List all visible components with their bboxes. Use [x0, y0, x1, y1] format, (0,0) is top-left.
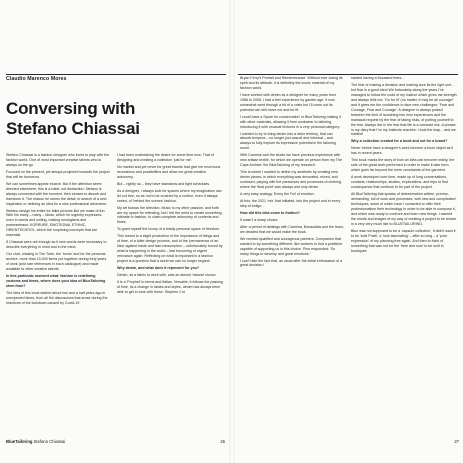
- top-rule: [6, 74, 226, 75]
- page-number-right: 27: [454, 439, 459, 444]
- paragraph: We can sometimes appear elusive. But if the attention seem directed elsewhere, this is a habit, not distraction: Stefano is always connected with the moment, their senses to absorb and transform it. The reason he stores the detail, in search of a new inspiration or defining an idea for a new professional adventure.: [6, 181, 108, 206]
- paragraph: At this, the 2021 'mix' that initiated, into the project and in every step of indigo.: [240, 198, 341, 208]
- paragraph: As a designer, I always look for spaces where my imagination can let out free, so as not to be crushed by a routine, even if always varied, of 'behind the scenes' fashion.: [117, 188, 222, 203]
- paragraph: I can't hide the fact that, as usual after the initial enthusiasm of a great decision I: [240, 258, 343, 268]
- paragraph: After a period of dealings with Carmina, Bonacalda and the team, we decided that we would make the book.: [240, 224, 344, 234]
- paragraph: It is a 'Prophet' in terms and Italian, Versatile, it follows the passing of time, its a change in tastes and styles, denim has always been able to get in tune with these. Stephen Cut: [117, 279, 223, 294]
- paragraph: This is where I wanted to define my aesthetic by creating new denim pieces, in which everything was decorated, mixed, and confused, playing with the paradoxes and processes of clothing, where the 'final point' was always and only denim.: [240, 170, 342, 190]
- paragraph: Focused on the present, yet always projected towards the project that will be tomorrow.: [6, 169, 110, 179]
- paragraph: A work developed over time, made up of long conversations, contacts, relationships, studies, explorations, and trips to find consequence that continue to be part of the project.: [351, 175, 448, 190]
- paragraph: My art follows the direction. Music is my other passion, and both are my space for reflecting, but I felt the need to create something intimate to fashion, to claim complete autonomy of contents and times.: [117, 205, 222, 225]
- paragraph: To grant myself the luxury of a totally personal space of freedom.: [117, 227, 220, 232]
- author-name: Claudio Marenco Mores: [6, 76, 67, 82]
- running-footer: [6, 439, 65, 444]
- paragraph: With Carmine and the studio we have previous experience with new artisan textile, for which we operate on person from my The Cape Archive, the BlueTailoring of my research.: [240, 153, 343, 168]
- paragraph: Bryan Ferry's Portrait and Remembrance. Without ever losing its spirit and its attitude, it is definitely the iconic material of my fashion world.: [240, 76, 343, 90]
- article-title: [6, 99, 206, 139]
- left-page: [0, 0, 231, 463]
- paragraph: started having a thousand fears...: [351, 76, 405, 80]
- paragraph: Stefano design his entire for talks pictures like we make of fun. With his many – many – ideas, which he urgently expresses, even in words and writing, making neologisms and portmanteaus: KORRURE, EMOTIONAL ETHNIC, ORIENTSCHOOL, which the surprising concepts that are essential.: [6, 208, 106, 238]
- paragraph: But – rightly so – they have standards and tight schedules.: [117, 181, 211, 186]
- paragraph: We needed qualified and courageous partners. Companies that wanted to try something different, like workers to find a publisher capable of supporting us in this choice. Pino responded: 'So many things to develop and great emotions.': [240, 236, 343, 256]
- right-column-1: [240, 76, 344, 446]
- paragraph: All BlueTailoring that speaks of determination written, precise, demanding, full of work and processes, with new and complicated techniques, some of which have I contacted to offer their professionalism their technology in order to be able to compose it, and which was ready to confront and learn new things. I wanted the words and images of my way of creating a project to be shown in a very very much like to BLUETAILORING.: [351, 192, 457, 226]
- paragraph: The idea of this book started about two and a half years ago in unexpected times, from all the discussions that arose during the reactions of the lockdown caused by Covid-19: [6, 290, 108, 305]
- paragraph: This book marks the story of how an idea can become reality, the side of the great work performed in order to make it take form, which goes far beyond the mere constraints of the garment.: [351, 158, 455, 173]
- paragraph: Our chat, chasing in The Tube, the 'home' and for the personal archive, more than 10,000 items put together during forty years of work (and rare references in each catalogue) and made available to other creative talents.: [6, 252, 107, 272]
- paragraph: A very easy analogy. Every the Full of emotion.: [240, 192, 315, 197]
- paragraph: I wanted to try to bring denim into a tailor territory, that can absorb tempera – no longer just casual and informal – and always to fully explore its expressive potential in the tailoring world.: [240, 131, 336, 151]
- title-line-1: Conversing with: [6, 99, 136, 118]
- paragraph: I had been undertaking the desire for some time now. That of designing and creating a collection 'just for me'.: [117, 153, 214, 162]
- right-page: [232, 0, 463, 463]
- paragraph: Never before have a designer's work become a book object as it has in recent years.: [351, 146, 454, 156]
- paragraph: This meant to a slight production of the importance of things and of time, of a fuller design process, and of the 'permanence of an idea' against haste and fast consumption – unfortunately forced by what is happening in the world – fast becoming of urgent relevance again. Reflecting on what is important in a fashion project is a question that a world we can no longer neglect.: [117, 234, 223, 264]
- right-column-2: [351, 76, 457, 446]
- paragraph: I could have a Spare for conservation' in BlueTailoring making it with other materials, allowing it from workwear to tailoring, introducing it with unusual textures in a very personal category.: [240, 114, 341, 129]
- paragraph: The fear of making a decision and making sure its the right one... but fear is a good idea! We fortunately along the years I've managed to follow the roots of my instinct which gives me strength and always tells me: 'Go for it!' (no matter, it may be all courage!' and it gives me the confidence to face new challenges: 'Fear and Courage, Fear and Courage'. A designer is always poised between the limit of launching into new experiences and the maniacal request by the fear of taking risks, of putting yourself to the test. Always live in the fear that life is a constant risk. A phrase in my diary that I've my Instincts reaches: I took the leap... and we started!: [351, 82, 457, 137]
- interview-question: How did this idea come to fruition?: [240, 210, 300, 215]
- paragraph: Stefano Chiassai is a fashion designer who loves to play with the fashion world. One of most important creative talents who is always on the go.: [6, 153, 110, 167]
- paragraph: I have worked with denim as a designer for many years from 1986 to 2008. I had a feel experience by garden age. It now somewhat went through a bit of a crisis but I'll come out its potential can still move me and be fit.: [240, 92, 337, 112]
- title-line-2: Stefano Chiassai: [6, 119, 140, 138]
- interview-question: Why denim, and what does it represent for you?: [117, 266, 200, 271]
- footer-subject: Stefano Chiassai: [33, 439, 66, 444]
- left-column-2: [117, 153, 223, 446]
- interview-question: Why a collection created for a book and not for a brand?: [351, 139, 448, 144]
- paragraph: It wasn't a sharp choice.: [240, 217, 279, 222]
- paragraph: If Chiassai were not enough as if new words were necessary to describe everything in mind and in the mind.: [6, 240, 107, 250]
- page-number-left: 26: [220, 439, 225, 444]
- paragraph: Denim, as a fabric to work with, was an almost 'natural' choice.: [117, 273, 217, 278]
- paragraph: No market and yet never for great brands that give me enormous recreations and possibilities and allow me great creative autonomy.: [117, 164, 221, 179]
- footer-brand: BlueTailoring: [6, 439, 33, 444]
- interview-question: In this particular moment what: fashion is redefining customs and times, where does your idea of BlueTailoring stem from?: [6, 273, 106, 288]
- paragraph: Blue was not supposed to be a 'capsule collection', it didn't want it to be 'sold Pratti', a 'look fascinating' – after so long – a 'pure expression' of my planning free again. And then to think of something that was not for the 'here and now' to be sold in boutiques: [351, 228, 456, 253]
- top-rule: [238, 74, 458, 75]
- left-column-1: [6, 153, 110, 446]
